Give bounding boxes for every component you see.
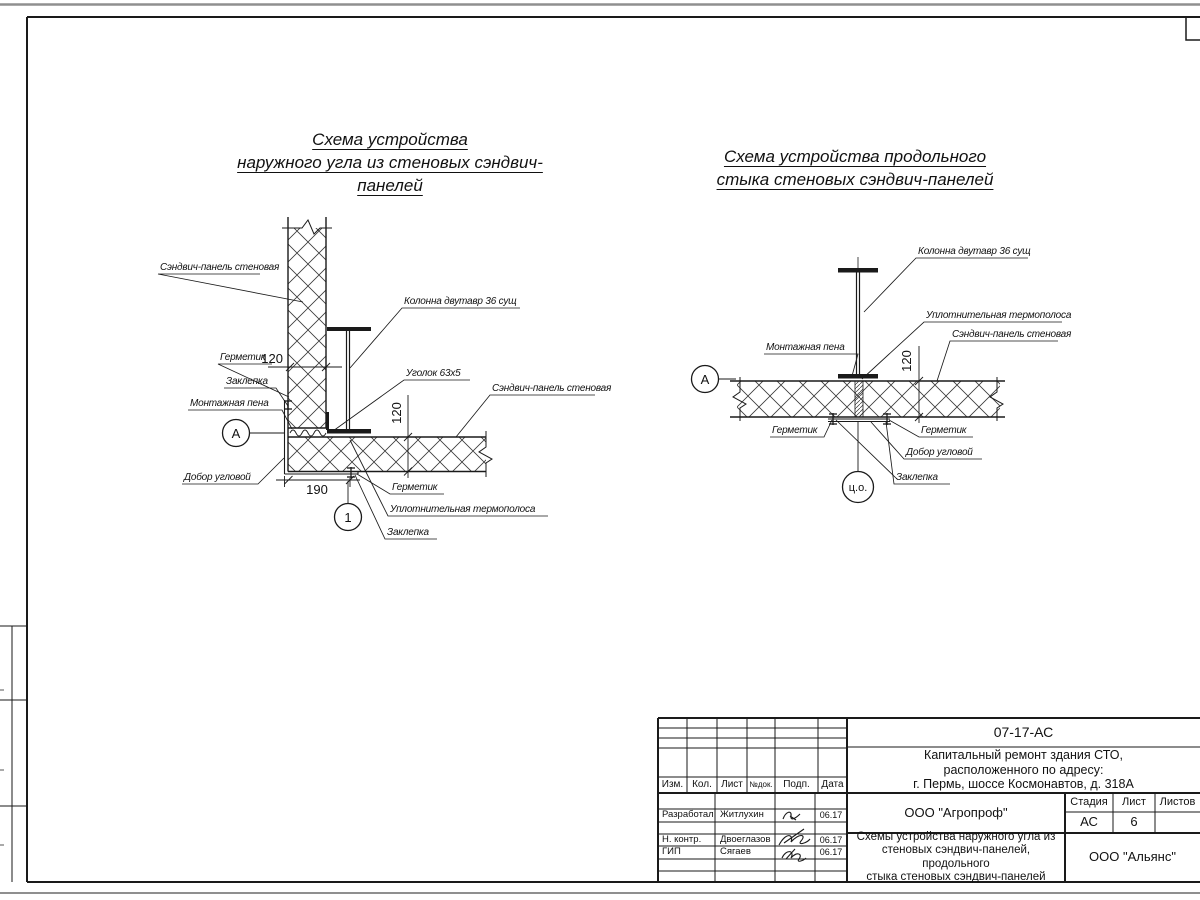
left-dim-190-text: 190: [306, 482, 328, 497]
left-vertical-panel-hatch: [288, 228, 326, 428]
label-thermo-strip-right: Уплотнительная термополоса: [926, 310, 1072, 321]
tb-org-customer: ООО "Альянс": [1089, 849, 1176, 865]
left-node-a: [223, 420, 285, 447]
label-foam-left: Монтажная пена: [190, 398, 269, 409]
tb-header-izm: Изм.: [661, 779, 684, 791]
tb-header-data: Дата: [821, 779, 844, 791]
svg-text:1: 1: [344, 510, 352, 525]
tb-sheet-value: 6: [1130, 814, 1138, 830]
signature-nkontr: [779, 829, 810, 845]
svg-text:ц.о.: ц.о.: [848, 482, 868, 494]
left-margin-boxes: [0, 626, 27, 882]
label-corner-trim-left: Добор угловой: [184, 472, 251, 483]
label-sandwich-panel: Сэндвич-панель стеновая: [952, 329, 1072, 340]
tb-name-dvoeglazov: Двоеглазов: [720, 833, 771, 845]
signatures: [779, 812, 810, 861]
tb-drawing-title: [847, 833, 1065, 882]
right-node-center-axis: [843, 422, 874, 503]
left-dim-120-height-text: 120: [389, 402, 404, 424]
svg-text:А: А: [700, 372, 710, 387]
label-rivet-right: Заклепка: [896, 472, 938, 483]
tb-role-nkontr: Н. контр.: [662, 833, 702, 845]
label-rivet-2: Заклепка: [387, 527, 429, 538]
tb-drawing-title-line1: Схемы устройства наружного угла из: [856, 831, 1056, 844]
left-horizontal-panel-hatch: [288, 437, 486, 472]
tb-project-name: [847, 747, 1200, 793]
tb-doc-number: 07-17-АС: [993, 724, 1054, 741]
right-joint-seam: [855, 381, 863, 417]
tb-date-3: 06.17: [819, 847, 843, 858]
right-diagram: [692, 246, 1073, 503]
label-foam-right: Монтажная пена: [766, 342, 845, 353]
right-panel-hatch: [737, 381, 1000, 417]
tb-sheet-header: Лист: [1122, 796, 1146, 809]
left-diagram: [158, 217, 612, 539]
tb-project-line3: г. Пермь, шоссе Космонавтов, д. 318А: [913, 777, 1134, 792]
label-sealant-left: Герметик: [772, 425, 818, 436]
label-sealant-1: Герметик: [220, 352, 266, 363]
tb-sheets-header: Листов: [1159, 796, 1196, 809]
label-rivet-1: Заклепка: [226, 376, 268, 387]
tb-name-zhitlukhin: Житлухин: [720, 809, 764, 821]
tb-date-1: 06.17: [819, 810, 843, 821]
label-sealant-2: Герметик: [392, 482, 438, 493]
tb-org-designer: ООО "Агропроф": [904, 804, 1008, 820]
tb-header-list: Лист: [721, 779, 743, 791]
left-angle-profile: [326, 412, 329, 430]
tb-role-gip: ГИП: [662, 846, 681, 858]
tb-project-line2: расположенного по адресу:: [943, 762, 1104, 777]
label-angle: Уголок 63х5: [406, 368, 461, 379]
left-node-1: [335, 481, 362, 531]
tb-header-ndok: №док.: [749, 780, 773, 790]
label-corner-trim-right: Добор угловой: [906, 447, 973, 458]
tb-drawing-title-line3: стыка стеновых сэндвич-панелей: [866, 870, 1046, 883]
left-dim-120-width-text: 120: [261, 351, 283, 366]
tb-project-line1: Капитальный ремонт здания СТО,: [924, 748, 1123, 763]
tb-header-kol: Кол.: [692, 779, 712, 791]
label-thermo-strip-left: Уплотнительная термополоса: [390, 504, 536, 515]
tb-name-syagaev: Сягаев: [720, 846, 751, 858]
label-column-right: Колонна двутавр 36 сущ: [918, 246, 1031, 257]
left-title-line1: Схема устройства: [312, 130, 468, 149]
left-ibeam-column: [326, 327, 371, 434]
right-title-line2: стыка стеновых сэндвич-панелей: [716, 170, 994, 189]
svg-text:А: А: [231, 426, 241, 441]
tb-role-razrabotal: Разработал: [662, 809, 714, 821]
label-sandwich-panel-right: Сэндвич-панель стеновая: [492, 383, 612, 394]
left-title-line2: наружного угла из стеновых сэндвич-панелей: [237, 153, 543, 195]
top-right-doc-box: [1186, 17, 1200, 40]
tb-stage-value: АС: [1080, 814, 1098, 830]
right-title-line1: Схема устройства продольного: [723, 147, 987, 166]
left-foam-squiggle: [290, 430, 326, 436]
label-sealant-right: Герметик: [921, 425, 967, 436]
label-column-left: Колонна двутавр 36 сущ: [404, 296, 517, 307]
right-dim-120-text: 120: [899, 350, 914, 372]
tb-stage-header: Стадия: [1070, 796, 1108, 809]
label-sandwich-panel-top: Сэндвич-панель стеновая: [160, 262, 280, 273]
right-ibeam-column: [838, 257, 878, 379]
signature-razrabotal: [783, 812, 800, 820]
tb-drawing-title-line2: стеновых сэндвич-панелей, продольного: [881, 844, 1031, 870]
right-node-a: [692, 366, 737, 393]
tb-date-2: 06.17: [819, 834, 843, 845]
tb-header-podp: Подп.: [783, 779, 810, 791]
